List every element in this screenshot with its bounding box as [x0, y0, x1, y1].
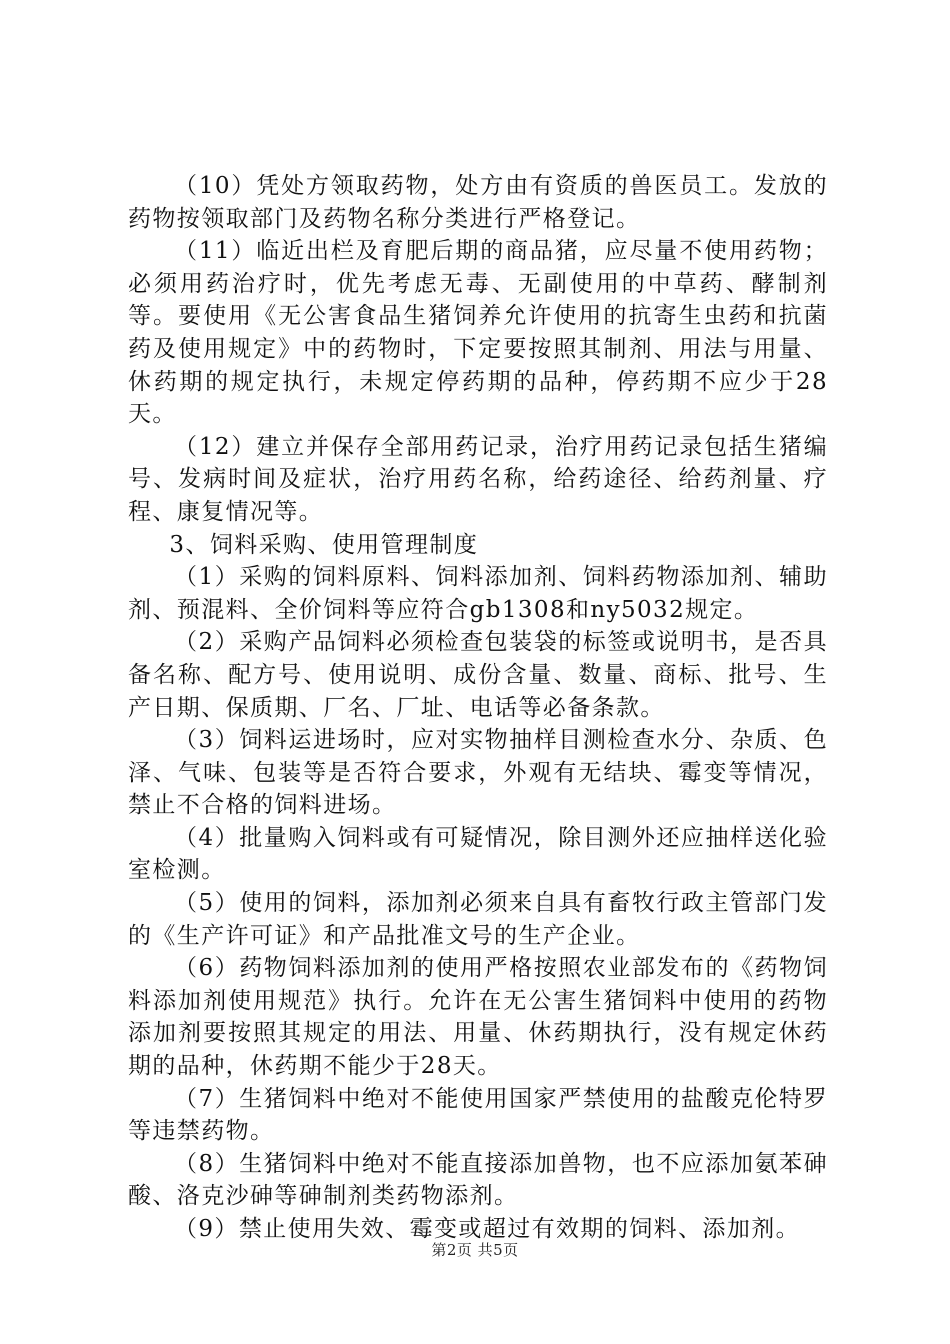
document-body [128, 170, 828, 1246]
paragraph-feed-6: （6）药物饲料添加剂的使用严格按照农业部发布的《药物饲料添加剂使用规范》执行。允许在无公害生猪饲料中使用的药物添加剂要按照其规定的用法、用量、休药期执行，没有规定休药期的品种，休药期不能少于28天。 [128, 955, 828, 1080]
paragraph-item-10: （10）凭处方领取药物，处方由有资质的兽医员工。发放的药物按领取部门及药物名称分类进行严格登记。 [128, 173, 828, 232]
paragraph-feed-4: （4）批量购入饲料或有可疑情况，除目测外还应抽样送化验室检测。 [128, 824, 828, 884]
paragraph-feed-5: （5）使用的饲料，添加剂必须来自具有畜牧行政主管部门发的《生产许可证》和产品批准文号的生产企业。 [128, 890, 828, 949]
paragraph-feed-7: （7）生猪饲料中绝对不能使用国家严禁使用的盐酸克伦特罗等违禁药物。 [128, 1085, 828, 1145]
paragraph-feed-2: （2）采购产品饲料必须检查包装袋的标签或说明书，是否具备名称、配方号、使用说明、成份含量、数量、商标、批号、生产日期、保质期、厂名、厂址、电话等必备条款。 [128, 629, 828, 721]
paragraph-feed-8: （8）生猪饲料中绝对不能直接添加兽物，也不应添加氨苯砷酸、洛克沙砷等砷制剂类药物添剂。 [128, 1150, 828, 1210]
paragraph-feed-9: （9）禁止使用失效、霉变或超过有效期的饲料、添加剂。 [174, 1216, 801, 1242]
paragraph-item-12: （12）建立并保存全部用药记录，治疗用药记录包括生猪编号、发病时间及症状，治疗用药名称，给药途径、给药剂量、疗程、康复情况等。 [128, 433, 828, 525]
paragraph-feed-3: （3）饲料运进场时，应对实物抽样目测检查水分、杂质、色泽、气味、包装等是否符合要求，外观有无结块、霉变等情况，禁止不合格的饲料进场。 [128, 727, 828, 819]
paragraph-feed-1: （1）采购的饲料原料、饲料添加剂、饲料药物添加剂、辅助剂、预混料、全价饲料等应符合gb1308和ny5032规定。 [128, 564, 828, 623]
page-number-footer: 第2页 共5页 [431, 1241, 519, 1259]
section-heading-feed-management: 3、饲料采购、使用管理制度 [169, 531, 479, 558]
paragraph-item-11: （11）临近出栏及育肥后期的商品猪，应尽量不使用药物；必须用药治疗时，优先考虑无毒、无副使用的中草药、酵制剂等。要使用《无公害食品生猪饲养允许使用的抗寄生虫药和抗菌药及使用规定》中的药物时，下定要按照其制剂、用法与用量、休药期的规定执行，未规定停药期的品种，停药期不应少于28天。 [128, 238, 828, 428]
